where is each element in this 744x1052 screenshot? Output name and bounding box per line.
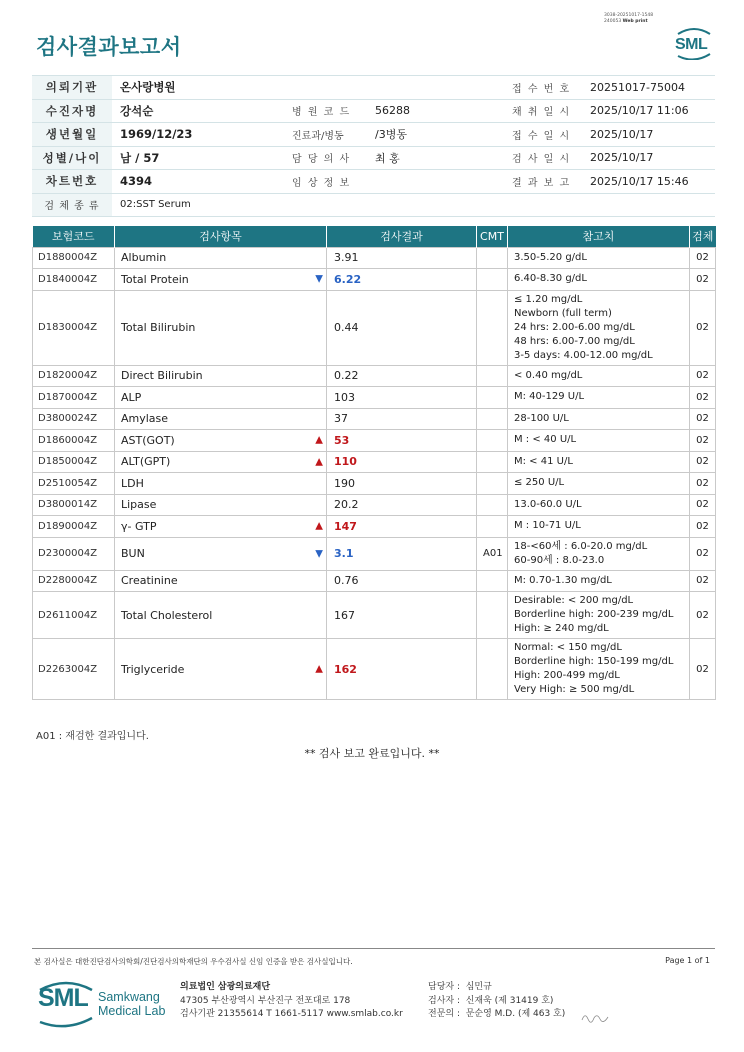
result-item — [115, 408, 327, 430]
logo-org-name — [98, 990, 165, 1018]
reference-line: 18-<60세 : 6.0-20.0 mg/dL — [514, 540, 648, 552]
result-reference — [508, 494, 690, 516]
result-value: 3.91 — [327, 247, 477, 269]
result-code: D1890004Z — [33, 516, 115, 538]
sex-age-label: 성별/나이 — [32, 146, 112, 170]
result-item-name: Triglyceride — [121, 662, 185, 676]
result-value: 6.22 — [327, 269, 477, 291]
samkwang-logo — [36, 978, 186, 1028]
staff-label: 담당자 : — [428, 982, 460, 992]
request-org-label: 의뢰기관 — [32, 76, 112, 100]
result-item — [115, 430, 327, 452]
result-value: 190 — [327, 473, 477, 495]
info-row — [32, 170, 715, 194]
result-item — [115, 570, 327, 592]
result-item — [115, 592, 327, 639]
result-reference — [508, 290, 690, 365]
result-row — [33, 639, 716, 700]
collect-time-label: 채 취 일 시 — [502, 99, 582, 123]
result-value: 0.76 — [327, 570, 477, 592]
reference-line: M : < 40 U/L — [514, 434, 577, 446]
result-row — [33, 516, 716, 538]
header-ref: 참고치 — [508, 226, 690, 247]
birth-value: 1969/12/23 — [112, 123, 282, 147]
result-row — [33, 365, 716, 387]
patient-value: 강석순 — [112, 99, 282, 123]
result-code: D2510054Z — [33, 473, 115, 495]
reference-line: 28-100 U/L — [514, 412, 569, 424]
staff-row — [428, 1008, 565, 1022]
specimen-label: 검 체 종 류 — [32, 193, 112, 217]
info-row — [32, 193, 715, 217]
low-flag-icon: ▼ — [315, 273, 323, 285]
reference-line: M: 0.70-1.30 mg/dL — [514, 574, 612, 586]
sex-age-value: 남 / 57 — [112, 146, 282, 170]
result-reference — [508, 639, 690, 700]
result-specimen: 02 — [690, 639, 716, 700]
patient-info-table — [32, 75, 715, 217]
high-flag-icon: ▲ — [315, 663, 323, 675]
result-cmt — [477, 387, 508, 409]
clinical-label: 임 상 정 보 — [282, 170, 367, 194]
result-code: D2263004Z — [33, 639, 115, 700]
result-code: D2300004Z — [33, 537, 115, 570]
staff-value: 신재욱 (제 31419 호) — [465, 995, 554, 1006]
staff-label: 검사자 : — [428, 995, 460, 1006]
result-code: D2611004Z — [33, 592, 115, 639]
completion-message: ** 검사 보고 완료입니다. ** — [304, 747, 440, 760]
result-cmt — [477, 473, 508, 495]
result-specimen: 02 — [690, 387, 716, 409]
result-specimen: 02 — [690, 516, 716, 538]
result-reference — [508, 516, 690, 538]
result-reference — [508, 365, 690, 387]
result-cmt — [477, 592, 508, 639]
result-code: D1870004Z — [33, 387, 115, 409]
reference-line: 24 hrs: 2.00-6.00 mg/dL — [514, 321, 635, 333]
reference-line: M : 10-71 U/L — [514, 520, 581, 532]
contact: 검사기관 21355614 T 1661-5117 www.smlab.co.kr — [180, 1009, 403, 1019]
reference-line: ≤ 1.20 mg/dL — [514, 293, 583, 305]
reference-line: Newborn (full term) — [514, 307, 612, 319]
dept-label: 진료과/병동 — [282, 123, 367, 147]
result-specimen: 02 — [690, 290, 716, 365]
result-item — [115, 537, 327, 570]
result-value: 103 — [327, 387, 477, 409]
result-row — [33, 430, 716, 452]
result-row — [33, 570, 716, 592]
result-reference — [508, 269, 690, 291]
sml-logo — [672, 26, 716, 60]
header-specimen: 검체 — [690, 226, 716, 247]
result-value: 167 — [327, 592, 477, 639]
result-specimen: 02 — [690, 592, 716, 639]
reference-line: 6.40-8.30 g/dL — [514, 273, 587, 285]
logo-line1: Samkwang — [98, 990, 160, 1004]
result-row — [33, 247, 716, 269]
result-specimen: 02 — [690, 430, 716, 452]
print-id: 3038-20251017-1548 — [604, 13, 654, 18]
results-header-row — [33, 226, 716, 247]
print-source-id: 240053 — [604, 18, 622, 24]
report-title: 검사결과보고서 — [36, 35, 182, 59]
reference-line: M: 40-129 U/L — [514, 391, 585, 403]
certification-text: 본 검사실은 대한진단검사의학회/진단검사의학재단의 우수검사실 신임 인증을 받은 검사실입니다. — [34, 957, 353, 966]
info-row — [32, 99, 715, 123]
result-cmt — [477, 269, 508, 291]
header-result: 검사결과 — [327, 226, 477, 247]
result-specimen: 02 — [690, 473, 716, 495]
result-cmt — [477, 516, 508, 538]
result-value: 0.44 — [327, 290, 477, 365]
reference-line: M: < 41 U/L — [514, 455, 573, 467]
staff-value: 심민규 — [465, 982, 492, 992]
result-reference — [508, 451, 690, 473]
result-item-name: Lipase — [121, 498, 157, 512]
staff-row — [428, 995, 565, 1009]
high-flag-icon: ▲ — [315, 456, 323, 468]
result-row — [33, 290, 716, 365]
receipt-date-label: 접 수 일 시 — [502, 123, 582, 147]
reference-line: High: ≥ 240 mg/dL — [514, 623, 609, 634]
result-row — [33, 537, 716, 570]
reference-line: 3.50-5.20 g/dL — [514, 251, 587, 263]
result-item-name: Amylase — [121, 412, 169, 426]
result-item — [115, 494, 327, 516]
result-reference — [508, 570, 690, 592]
result-reference — [508, 537, 690, 570]
clinical-value — [367, 170, 502, 194]
result-item-name: Total Cholesterol — [121, 608, 213, 622]
result-item — [115, 269, 327, 291]
result-reference — [508, 408, 690, 430]
result-code: D2280004Z — [33, 570, 115, 592]
result-row — [33, 269, 716, 291]
result-cmt — [477, 290, 508, 365]
result-item — [115, 639, 327, 700]
result-cmt — [477, 570, 508, 592]
result-code: D3800024Z — [33, 408, 115, 430]
report-time-value: 2025/10/17 15:46 — [582, 170, 715, 194]
results-table — [32, 226, 716, 700]
result-item — [115, 473, 327, 495]
result-code: D1880004Z — [33, 247, 115, 269]
receipt-no-label: 접 수 번 호 — [502, 76, 582, 100]
result-item-name: Direct Bilirubin — [121, 369, 203, 383]
request-org-value: 온사랑병원 — [112, 76, 502, 100]
result-code: D1850004Z — [33, 451, 115, 473]
result-value: 0.22 — [327, 365, 477, 387]
result-item-name: ALT(GPT) — [121, 455, 171, 469]
print-info — [604, 13, 653, 24]
result-value: 162 — [327, 639, 477, 700]
patient-label: 수진자명 — [32, 99, 112, 123]
reference-line: Normal: < 150 mg/dL — [514, 642, 622, 653]
result-specimen: 02 — [690, 494, 716, 516]
result-reference — [508, 430, 690, 452]
result-item-name: Albumin — [121, 251, 167, 265]
test-date-label: 검 사 일 시 — [502, 146, 582, 170]
result-reference — [508, 473, 690, 495]
logo-text: SML — [675, 36, 708, 53]
doctor-label: 담 당 의 사 — [282, 146, 367, 170]
result-reference — [508, 387, 690, 409]
result-item-name: AST(GOT) — [121, 433, 175, 447]
result-specimen: 02 — [690, 570, 716, 592]
receipt-date-value: 2025/10/17 — [582, 123, 715, 147]
result-row — [33, 451, 716, 473]
header-cmt: CMT — [477, 226, 508, 247]
result-cmt — [477, 639, 508, 700]
result-item-name: Creatinine — [121, 574, 178, 588]
reference-line: 60-90세 : 8.0-23.0 — [514, 554, 605, 566]
result-reference — [508, 592, 690, 639]
specimen-value: 02:SST Serum — [112, 193, 715, 217]
result-cmt: A01 — [477, 537, 508, 570]
result-specimen: 02 — [690, 451, 716, 473]
result-specimen: 02 — [690, 408, 716, 430]
result-item — [115, 247, 327, 269]
reference-line: Very High: ≥ 500 mg/dL — [514, 684, 635, 695]
info-row — [32, 76, 715, 100]
result-cmt — [477, 430, 508, 452]
result-row — [33, 494, 716, 516]
hospital-code-value: 56288 — [367, 99, 502, 123]
low-flag-icon: ▼ — [315, 548, 323, 559]
test-date-value: 2025/10/17 — [582, 146, 715, 170]
result-code: D1820004Z — [33, 365, 115, 387]
lab-address — [180, 981, 403, 1022]
result-reference — [508, 247, 690, 269]
page-number: Page 1 of 1 — [665, 956, 710, 965]
birth-label: 생년월일 — [32, 123, 112, 147]
result-item-name: Total Protein — [121, 272, 189, 286]
result-item — [115, 387, 327, 409]
reference-line: 3-5 days: 4.00-12.00 mg/dL — [514, 349, 653, 361]
result-item — [115, 365, 327, 387]
info-row — [32, 123, 715, 147]
result-cmt — [477, 494, 508, 516]
print-source — [604, 19, 653, 25]
header-item: 검사항목 — [115, 226, 327, 247]
signature-icon — [580, 1010, 610, 1024]
result-code: D1830004Z — [33, 290, 115, 365]
doctor-value: 최 홍 — [367, 146, 502, 170]
result-value: 20.2 — [327, 494, 477, 516]
result-item-name: BUN — [121, 547, 145, 560]
reference-line: High: 200-499 mg/dL — [514, 670, 620, 681]
org-name: 의료법인 삼광의료재단 — [180, 982, 271, 992]
address: 47305 부산광역시 부산진구 전포대로 178 — [180, 995, 351, 1006]
dept-value: /3병동 — [367, 123, 502, 147]
result-value: 3.1 — [327, 537, 477, 570]
reference-line: Desirable: < 200 mg/dL — [514, 595, 634, 606]
high-flag-icon: ▲ — [315, 434, 323, 446]
result-cmt — [477, 247, 508, 269]
result-specimen: 02 — [690, 269, 716, 291]
reference-line: ≤ 250 U/L — [514, 477, 565, 489]
result-item-name: ALP — [121, 390, 142, 404]
footer-divider — [32, 948, 715, 949]
print-source-label: Web print — [622, 18, 648, 24]
result-specimen: 02 — [690, 247, 716, 269]
result-row — [33, 592, 716, 639]
collect-time-value: 2025/10/17 11:06 — [582, 99, 715, 123]
result-cmt — [477, 451, 508, 473]
result-cmt — [477, 408, 508, 430]
result-cmt — [477, 365, 508, 387]
result-item — [115, 516, 327, 538]
result-row — [33, 408, 716, 430]
result-specimen: 02 — [690, 365, 716, 387]
logo-line2: Medical Lab — [98, 1004, 166, 1018]
result-item — [115, 290, 327, 365]
result-value: 110 — [327, 451, 477, 473]
chart-value: 4394 — [112, 170, 282, 194]
result-item — [115, 451, 327, 473]
staff-label: 전문의 : — [428, 1009, 460, 1019]
reference-line: 48 hrs: 6.00-7.00 mg/dL — [514, 335, 635, 347]
result-item-name: LDH — [121, 476, 144, 490]
report-time-label: 결 과 보 고 — [502, 170, 582, 194]
result-specimen: 02 — [690, 537, 716, 570]
result-row — [33, 473, 716, 495]
staff-value: 문순영 M.D. (제 463 호) — [465, 1009, 566, 1019]
reference-line: 13.0-60.0 U/L — [514, 498, 582, 510]
info-row — [32, 146, 715, 170]
reference-line: Borderline high: 200-239 mg/dL — [514, 609, 674, 620]
result-value: 53 — [327, 430, 477, 452]
staff-list — [428, 981, 565, 1022]
staff-row — [428, 981, 565, 995]
result-value: 37 — [327, 408, 477, 430]
high-flag-icon: ▲ — [315, 520, 323, 532]
result-code: D3800014Z — [33, 494, 115, 516]
result-code: D1840004Z — [33, 269, 115, 291]
header-code: 보험코드 — [33, 226, 115, 247]
result-row — [33, 387, 716, 409]
result-code: D1860004Z — [33, 430, 115, 452]
result-item-name: Total Bilirubin — [121, 321, 196, 334]
reference-line: Borderline high: 150-199 mg/dL — [514, 656, 674, 667]
logo-text: SML — [38, 984, 88, 1012]
results-body — [33, 247, 716, 700]
receipt-no-value: 20251017-75004 — [582, 76, 715, 100]
footnote: A01 : 재검한 결과입니다. — [36, 731, 149, 742]
reference-line: < 0.40 mg/dL — [514, 369, 583, 381]
hospital-code-label: 병 원 코 드 — [282, 99, 367, 123]
result-value: 147 — [327, 516, 477, 538]
chart-label: 차트번호 — [32, 170, 112, 194]
result-item-name: γ- GTP — [121, 519, 157, 533]
